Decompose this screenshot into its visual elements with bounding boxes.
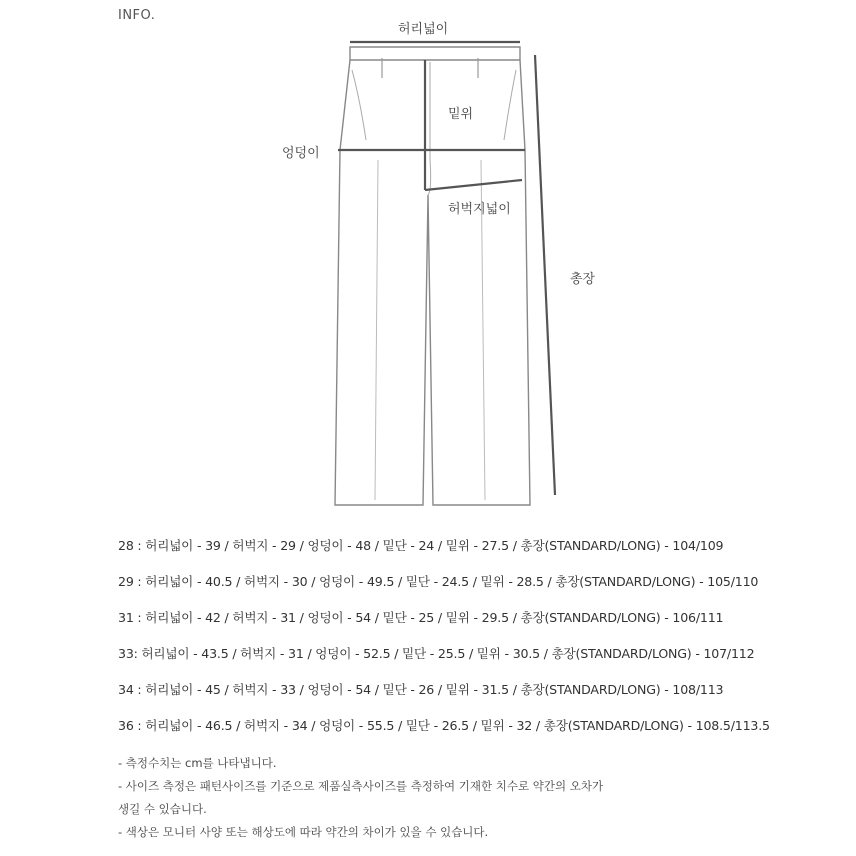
label-length: 총장 <box>570 272 596 287</box>
size-row-29: 29 : 허리넓이 - 40.5 / 허벅지 - 30 / 엉덩이 - 49.5 / 밑단 - 24.5 / 밑위 - 28.5 / 총장(STANDARD/LONG) - 105/110 <box>118 574 759 589</box>
note-color: - 색상은 모니터 사양 또는 해상도에 따라 약간의 차이가 있을 수 있습니다. <box>118 825 489 839</box>
label-waist: 허리넓이 <box>398 22 449 37</box>
note-measurement-cont: 생길 수 있습니다. <box>118 802 207 816</box>
notes <box>118 752 838 844</box>
size-row-34: 34 : 허리넓이 - 45 / 허벅지 - 33 / 엉덩이 - 54 / 밑단 - 26 / 밑위 - 31.5 / 총장(STANDARD/LONG) - 108/113 <box>118 682 724 697</box>
size-row-36: 36 : 허리넓이 - 46.5 / 허벅지 - 34 / 엉덩이 - 55.5 / 밑단 - 26.5 / 밑위 - 32 / 총장(STANDARD/LONG) - 108.5/113.5 <box>118 718 770 733</box>
note-measurement: - 사이즈 측정은 패턴사이즈를 기준으로 제품실측사이즈를 측정하여 기재한 치수로 약간의 오차가 <box>118 779 604 793</box>
thigh-measure-line <box>425 180 522 190</box>
length-measure-line <box>535 55 555 495</box>
info-title: INFO. <box>118 8 156 23</box>
size-row-31: 31 : 허리넓이 - 42 / 허벅지 - 31 / 엉덩이 - 54 / 밑단 - 25 / 밑위 - 29.5 / 총장(STANDARD/LONG) - 106/111 <box>118 610 724 625</box>
size-row-33: 33: 허리넓이 - 43.5 / 허벅지 - 31 / 엉덩이 - 52.5 / 밑단 - 25.5 / 밑위 - 30.5 / 총장(STANDARD/LONG) - 107/112 <box>118 646 755 661</box>
size-row-28: 28 : 허리넓이 - 39 / 허벅지 - 29 / 엉덩이 - 48 / 밑단 - 24 / 밑위 - 27.5 / 총장(STANDARD/LONG) - 104/109 <box>118 538 724 553</box>
label-thigh: 허벅지넓이 <box>448 202 511 217</box>
label-rise: 밑위 <box>448 107 474 122</box>
size-table <box>118 536 848 752</box>
note-unit: - 측정수치는 cm를 나타냅니다. <box>118 756 277 770</box>
label-hip: 엉덩이 <box>282 146 320 161</box>
